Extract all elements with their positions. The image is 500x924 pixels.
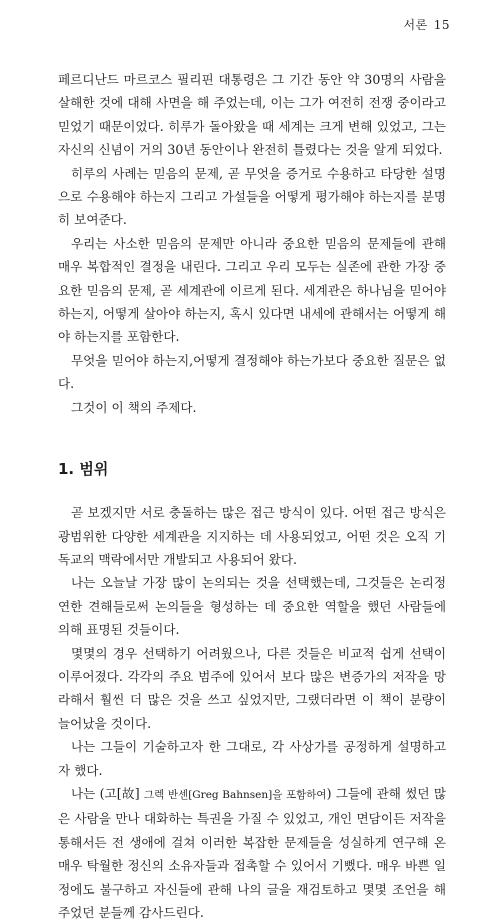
section-heading: 1. 범위 (58, 460, 109, 479)
parenthetical-note: 그렉 반센[Greg Bahnsen]을 포함하여 (144, 788, 327, 801)
paragraph: 나는 오늘날 가장 많이 논의되는 것을 선택했는데, 그것들은 논리정연한 견해들로써 논의들을 형성하는 데 중요한 역할을 했던 사람들에 의해 표명된 것들이다. (58, 575, 446, 638)
running-head (404, 16, 450, 33)
paragraph: 히루의 사례는 믿음의 문제, 곧 무엇을 증거로 수용하고 타당한 설명으로 수용해야 하는지 그리고 가설들을 어떻게 평가해야 하는지를 분명히 보여준다. (58, 165, 446, 228)
page-body (58, 68, 446, 924)
paragraph: 무엇을 믿어야 하는지,어떻게 결정해야 하는가보다 중요한 질문은 없다. (58, 352, 446, 392)
paragraph-text: 나는 (고[故] (71, 785, 140, 801)
page-number: 15 (433, 18, 450, 32)
paragraph: 페르디난드 마르코스 필리핀 대통령은 그 기간 동안 약 30명의 사람을 살해한 것에 대해 사면을 해 주었는데, 이는 그가 여전히 전쟁 중이라고 믿었기 때문이었다. 히루가 돌아왔을 때 세계는 크게 변해 있었고, 그는 자신의 신념이 거의 30년 동안이나 완전히 틀렸다는 것을 알게 되었다. (58, 72, 446, 158)
paragraph: 그것이 이 책의 주제다. (71, 399, 197, 415)
running-title: 서론 (403, 18, 428, 32)
paragraph (58, 782, 446, 924)
paragraph: 몇몇의 경우 선택하기 어려웠으나, 다른 것들은 비교적 쉽게 선택이 이루어졌다. 각각의 주요 범주에 있어서 보다 많은 변증가의 저작을 망라해서 훨씬 더 많은 것을 쓰고 싶었지만, 그랬더라면 이 책이 분량이 늘어났을 것이다. (58, 645, 446, 731)
paragraph: 우리는 사소한 믿음의 문제만 아니라 중요한 믿음의 문제들에 관해 매우 복합적인 결정을 내린다. 그리고 우리 모두는 실존에 관한 가장 중요한 믿음의 문제, 곧 세계관에 이르게 된다. 세계관은 하나님을 믿어야 하는지, 어떻게 살아야 하는지, 혹시 있다면 내세에 관해서는 어떻게 해야 하는지를 포함한다. (58, 235, 446, 345)
paragraph: 곧 보겠지만 서로 충돌하는 많은 접근 방식이 있다. 어떤 접근 방식은 광범위한 다양한 세계관을 지지하는 데 사용되었고, 어떤 것은 오직 기독교의 맥락에서만 개발되고 사용되어 왔다. (58, 505, 446, 567)
paragraph: 나는 그들이 기술하고자 한 그대로, 각 사상가를 공정하게 설명하고자 했다. (58, 739, 446, 778)
paragraph-text: ) 그들에 관해 썼던 많은 사람을 만나 대화하는 특권을 가질 수 있었고, 개인 면담이든 저작을 통해서든 전 생애에 걸쳐 이러한 복잡한 문제들을 성실하게 연구해 온 매우 탁월한 정신의 소유자들과 접촉할 수 있어서 기뻤다. 매우 바쁜 일정에도 불구하고 자신들에 관해 나의 글을 재검토하고 몇몇 조언을 해 주었던 분들께 감사드린다. (58, 785, 446, 920)
